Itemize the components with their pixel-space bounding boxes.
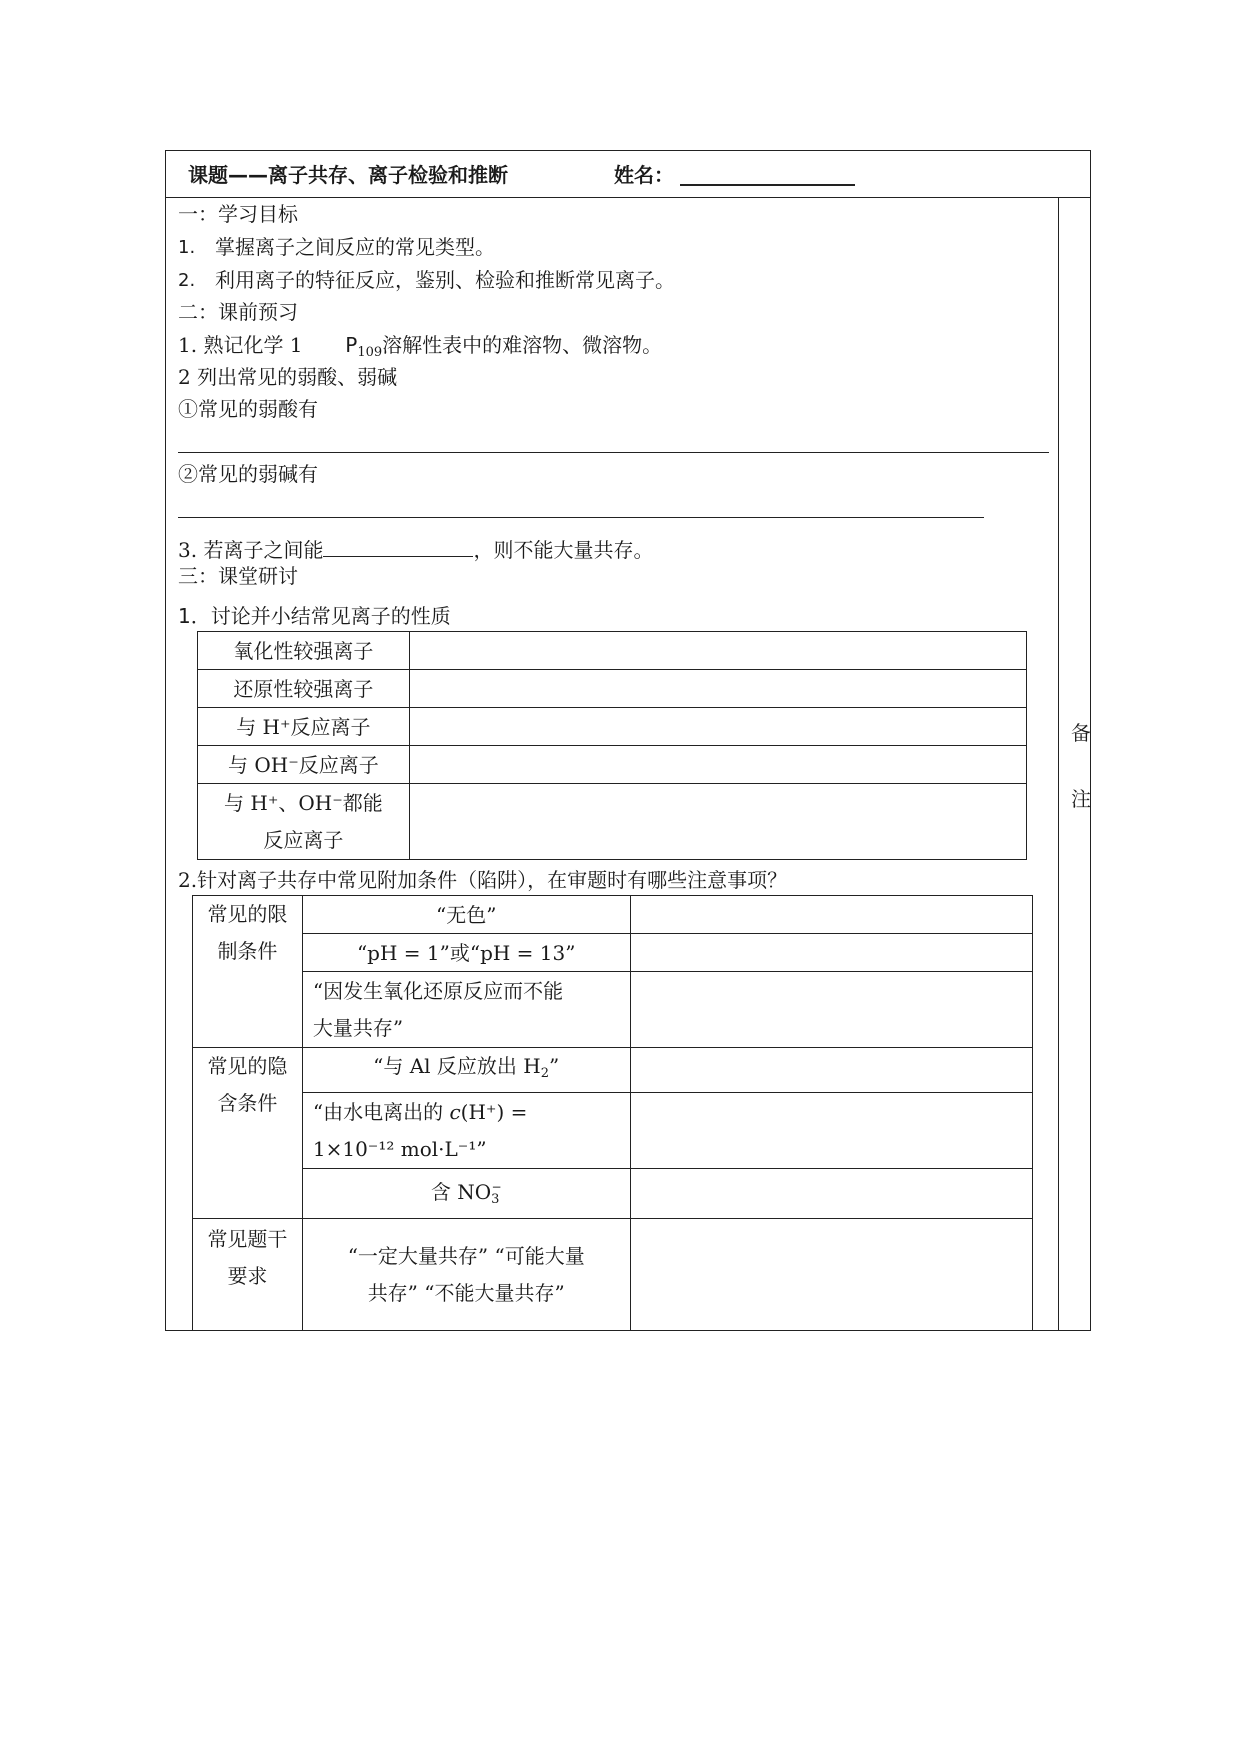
- question-2: 2.针对离子共存中常见附加条件（陷阱），在审题时有哪些注意事项？: [178, 868, 788, 892]
- weak-bases-label: ②常见的弱碱有: [178, 462, 318, 486]
- preview-3-blank[interactable]: [323, 536, 473, 557]
- answer-cell[interactable]: [630, 1169, 1032, 1219]
- answer-cell[interactable]: [630, 1219, 1032, 1331]
- condition-water-h: (H⁺) =: [460, 1099, 528, 1124]
- group-requirements: [193, 1219, 303, 1331]
- condition-redox: [302, 972, 630, 1048]
- group-2-line-1: 常见的隐: [207, 1054, 288, 1078]
- row-h-reactive-ions: 与 H⁺反应离子: [198, 708, 410, 746]
- conditions-table: [192, 895, 1033, 1331]
- condition-al-h2: [302, 1048, 630, 1093]
- answer-cell[interactable]: [409, 708, 1026, 746]
- question-1: 1．讨论并小结常见离子的性质: [178, 604, 451, 628]
- condition-water-ionization: [302, 1093, 630, 1169]
- weak-acids-answer-line[interactable]: [178, 452, 1049, 453]
- condition-nitrate-charge: −: [491, 1180, 502, 1194]
- answer-cell[interactable]: [630, 896, 1032, 934]
- preview-3-after: ，则不能大量共存。: [473, 538, 654, 562]
- answer-cell[interactable]: [409, 784, 1026, 860]
- group-3-line-1: 常见题干: [207, 1227, 288, 1251]
- requirements-line-1: “一定大量共存” “可能大量: [347, 1243, 585, 1268]
- goal-1-text: 掌握离子之间反应的常见类型。: [215, 235, 495, 259]
- answer-cell[interactable]: [630, 1093, 1032, 1169]
- condition-water-value: 1×10⁻¹² mol·L⁻¹”: [312, 1136, 487, 1161]
- group-implicit: [193, 1048, 303, 1219]
- row-both-reactive-ions: [198, 784, 410, 860]
- goal-1-number: 1.: [178, 237, 196, 258]
- preview-1-rest: 溶解性表中的难溶物、微溶物。: [382, 333, 663, 357]
- condition-al-subscript: 2: [540, 1066, 550, 1081]
- answer-cell[interactable]: [630, 1048, 1032, 1093]
- group-restrictions: [193, 896, 303, 1048]
- header-divider: [165, 197, 1091, 198]
- row-oh-reactive-ions: 与 OH⁻反应离子: [198, 746, 410, 784]
- section-3-heading: 三：课堂研讨: [178, 564, 298, 588]
- condition-nitrate-subscript: 3: [491, 1192, 500, 1207]
- answer-cell[interactable]: [630, 934, 1032, 972]
- row-oxidizing-ions: 氧化性较强离子: [198, 632, 410, 670]
- goal-2-number: 2.: [178, 270, 196, 291]
- group-2-line-2: 含条件: [217, 1091, 278, 1115]
- condition-redox-line-2: 大量共存”: [312, 1015, 404, 1040]
- answer-cell[interactable]: [409, 632, 1026, 670]
- goal-2-text: 利用离子的特征反应，鉴别、检验和推断常见离子。: [215, 268, 675, 292]
- preview-1-page-number: 109: [357, 345, 383, 360]
- side-note-char-1: 备: [1071, 721, 1091, 745]
- condition-colorless: “无色”: [302, 896, 630, 934]
- ion-properties-table: [197, 631, 1027, 860]
- group-1-line-2: 制条件: [217, 939, 278, 963]
- condition-water-c: c: [449, 1099, 461, 1124]
- side-column-divider: [1058, 197, 1059, 1331]
- condition-water-text: “由水电离出的: [312, 1099, 450, 1124]
- answer-cell[interactable]: [409, 746, 1026, 784]
- preview-2-text: 2 列出常见的弱酸、弱碱: [178, 365, 398, 389]
- condition-redox-line-1: “因发生氧化还原反应而不能: [312, 978, 564, 1003]
- name-label: 姓名：: [614, 163, 674, 187]
- section-2-heading: 二：课前预习: [178, 300, 298, 324]
- section-1-heading: 一：学习目标: [178, 202, 298, 226]
- row-both-line-1: 与 H⁺、OH⁻都能: [224, 790, 383, 815]
- preview-1-prefix: 1. 熟记化学 1: [178, 333, 303, 357]
- name-field[interactable]: [680, 184, 855, 186]
- condition-al-close: ”: [549, 1054, 560, 1078]
- row-both-line-2: 反应离子: [263, 827, 344, 852]
- group-1-line-1: 常见的限: [207, 902, 288, 926]
- row-reducing-ions: 还原性较强离子: [198, 670, 410, 708]
- side-note-char-2: 注: [1071, 787, 1091, 811]
- condition-nitrate-text: 含 NO: [430, 1180, 492, 1204]
- condition-ph: “pH = 1”或“pH = 13”: [302, 934, 630, 972]
- preview-1-page: P: [345, 333, 358, 357]
- preview-3-before: 3. 若离子之间能: [178, 538, 324, 562]
- group-3-line-2: 要求: [227, 1264, 268, 1288]
- answer-cell[interactable]: [409, 670, 1026, 708]
- condition-al-text: “与 Al 反应放出 H: [373, 1054, 541, 1078]
- answer-cell[interactable]: [630, 972, 1032, 1048]
- condition-requirements: [302, 1219, 630, 1331]
- lesson-title: 课题——离子共存、离子检验和推断: [188, 163, 508, 187]
- requirements-line-2: 共存” “不能大量共存”: [367, 1280, 565, 1305]
- weak-bases-answer-line[interactable]: [178, 517, 984, 518]
- weak-acids-label: ①常见的弱酸有: [178, 397, 318, 421]
- condition-nitrate: [302, 1169, 630, 1219]
